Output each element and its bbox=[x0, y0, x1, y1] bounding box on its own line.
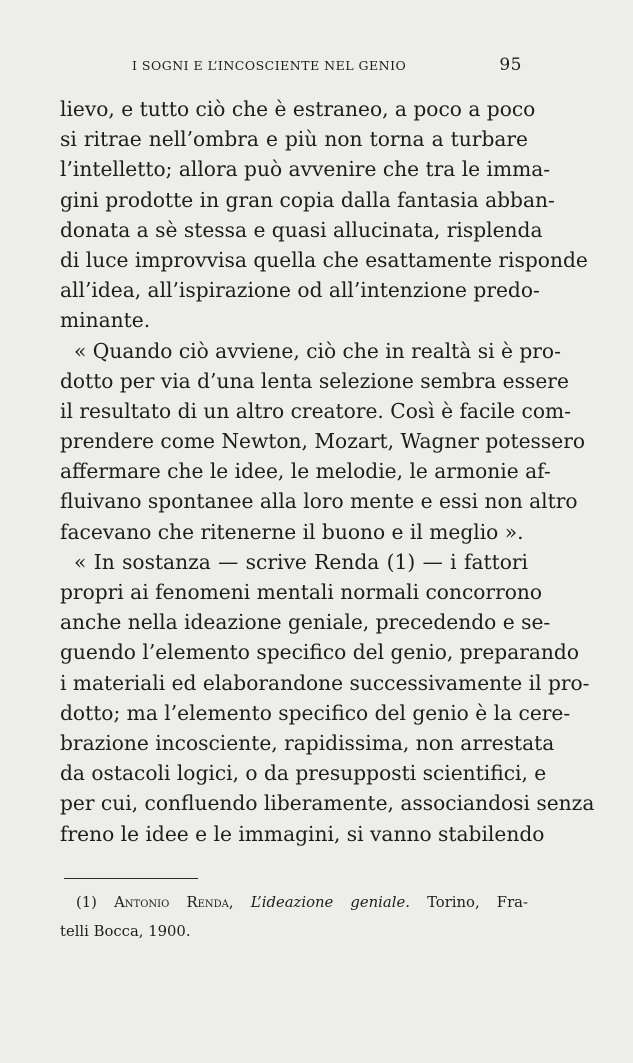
text-line: guendo l’elemento specifico del genio, preparando bbox=[60, 640, 580, 665]
text-line: all’idea, all’ispirazione od all’intenzione predo- bbox=[60, 278, 540, 303]
footnote-separator: , bbox=[228, 894, 234, 911]
text-line: propri ai fenomeni mentali normali concorrono bbox=[60, 580, 543, 604]
text-line: brazione incosciente, rapidissima, non arrestata bbox=[60, 730, 555, 755]
footnote bbox=[60, 888, 528, 946]
text-line: fluivano spontanee alla loro mente e essi non altro bbox=[60, 489, 578, 514]
text-line: minante. bbox=[60, 308, 151, 333]
page-number: 95 bbox=[499, 55, 522, 75]
text-line: il resultato di un altro creatore. Così è facile com- bbox=[60, 398, 571, 423]
text-line: affermare che le idee, le melodie, le armonie af- bbox=[60, 459, 551, 484]
body-text bbox=[60, 94, 595, 849]
footnote-publisher: Torino, Fra- bbox=[427, 894, 528, 911]
text-line: facevano che ritenerne il buono e il meglio ». bbox=[60, 519, 524, 544]
text-line: freno le idee e le immagini, si vanno stabilendo bbox=[60, 821, 545, 846]
footnote-line bbox=[60, 888, 528, 917]
text-line: dotto per via d’una lenta selezione sembra essere bbox=[60, 368, 569, 393]
text-line: di luce improvvisa quella che esattamente risponde bbox=[60, 247, 588, 272]
text-line: anche nella ideazione geniale, precedendo e se- bbox=[60, 610, 551, 635]
text-line: lievo, e tutto ciò che è estraneo, a poco a poco bbox=[60, 97, 536, 121]
text-line: i materiali ed elaborandone successivamente il pro- bbox=[60, 670, 590, 695]
footnote-line bbox=[60, 917, 528, 946]
text-line: prendere come Newton, Mozart, Wagner potessero bbox=[60, 429, 586, 454]
text-line: « Quando ciò avviene, ciò che in realtà si è pro- bbox=[74, 338, 561, 363]
text-line: « In sostanza — scrive Renda (1) — i fattori bbox=[74, 549, 528, 574]
footnote-divider bbox=[64, 878, 198, 879]
text-line: donata a sè stessa e quasi allucinata, risplenda bbox=[60, 217, 543, 242]
text-line: gini prodotte in gran copia dalla fantasia abban- bbox=[60, 187, 555, 212]
running-title: I SOGNI E L’INCOSCIENTE NEL GENIO bbox=[132, 58, 407, 73]
text-line: l’intelletto; allora può avvenire che tra le imma- bbox=[60, 157, 551, 182]
text-line: dotto; ma l’elemento specifico del genio è la cere- bbox=[60, 700, 571, 725]
footnote-marker: (1) bbox=[76, 894, 97, 911]
text-line: per cui, confluendo liberamente, associandosi senza bbox=[60, 791, 595, 816]
text-line: si ritrae nell’ombra e più non torna a turbare bbox=[60, 127, 528, 152]
footnote-publisher-cont: telli Bocca, 1900. bbox=[60, 923, 191, 940]
footnote-author: Antonio Renda bbox=[114, 894, 229, 911]
footnote-title: L’ideazione geniale. bbox=[250, 894, 410, 911]
text-line: da ostacoli logici, o da presupposti scientifici, e bbox=[60, 761, 547, 786]
